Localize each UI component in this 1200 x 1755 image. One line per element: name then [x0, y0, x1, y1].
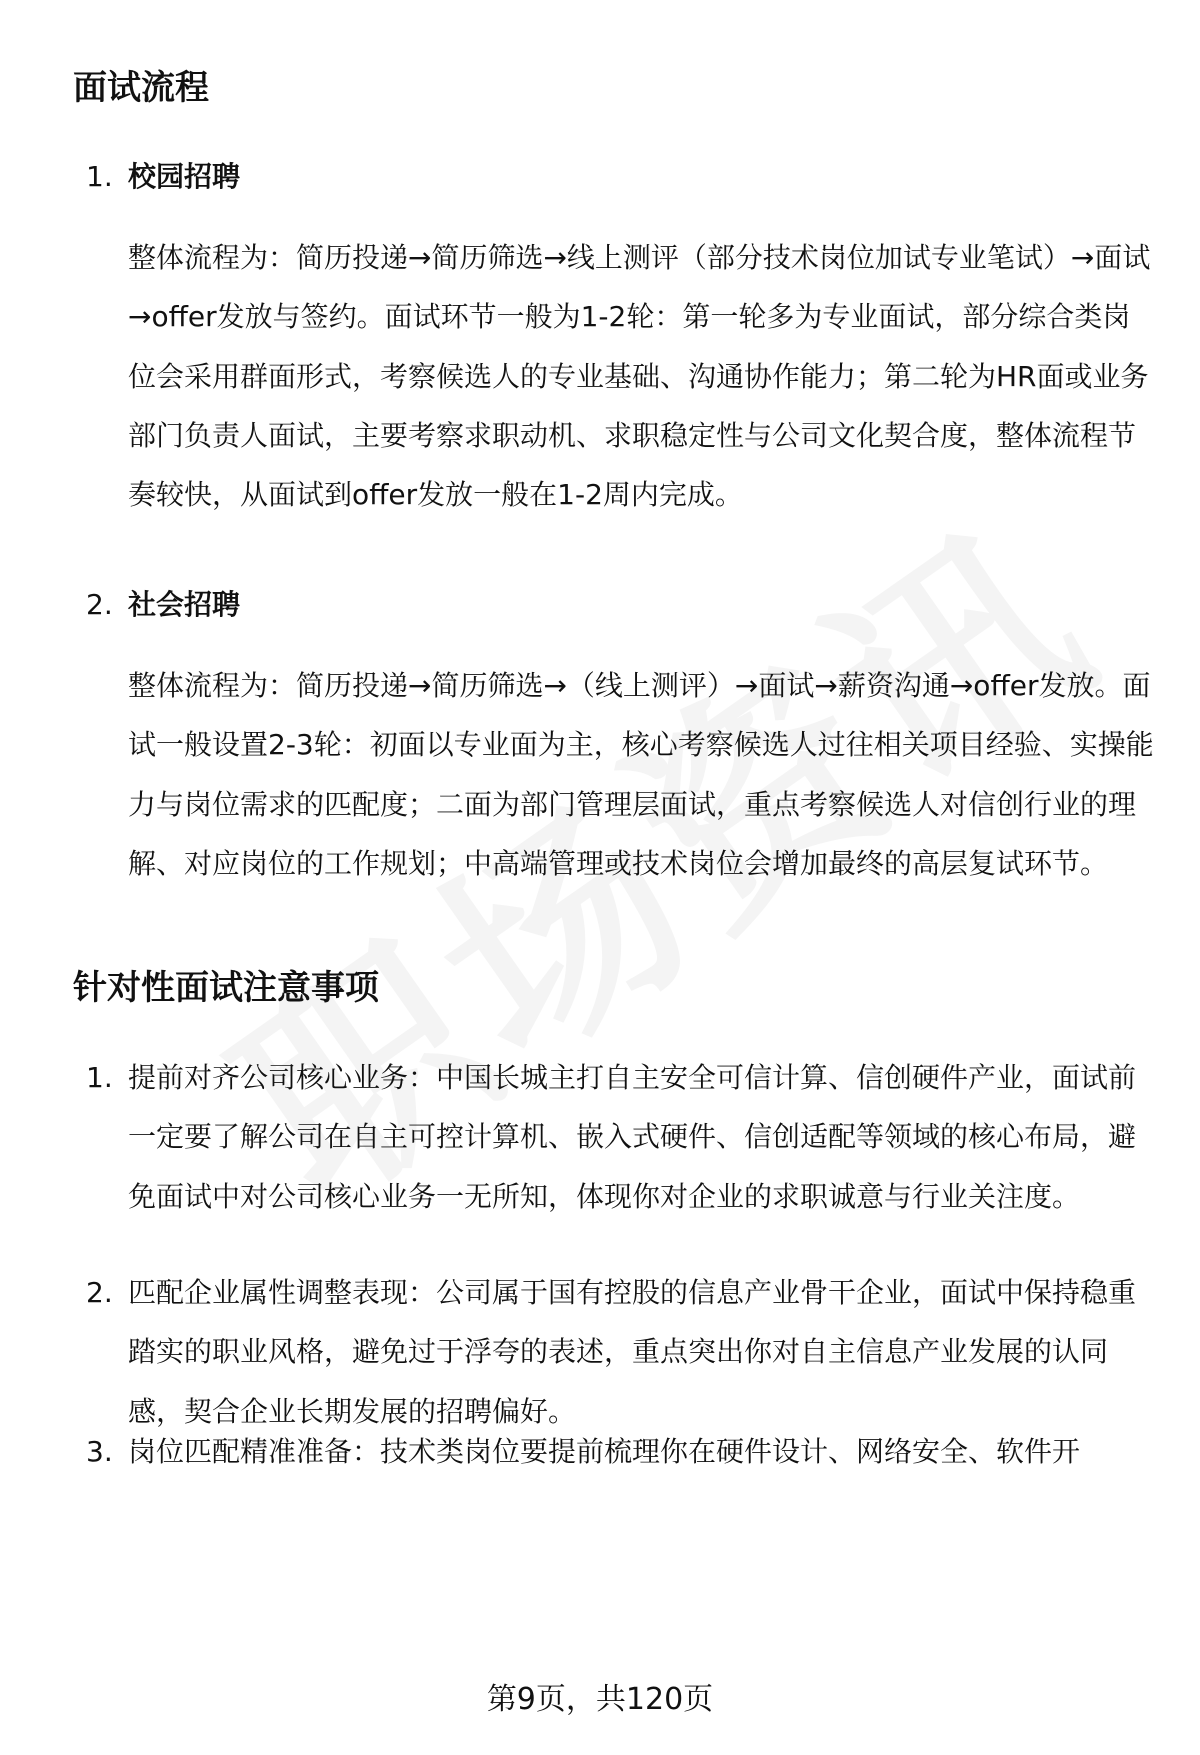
subheading-social-recruitment: 社会招聘	[128, 588, 241, 621]
list-number: 1.	[86, 160, 113, 193]
paragraph-social-recruitment: 整体流程为：简历投递→简历筛选→（线上测评）→面试→薪资沟通→offer发放。面试一般设置2-3轮：初面以专业面为主，核心考察候选人过往相关项目经验、实操能力与岗位需求的匹配度；二面为部门管理层面试，重点考察候选人对信创行业的理解、对应岗位的工作规划；中高端管理或技术岗位会增加最终的高层复试环节。	[128, 669, 1154, 880]
section-heading-interview-tips: 针对性面试注意事项	[73, 968, 379, 1008]
list-item-tip-3: 岗位匹配精准准备：技术类岗位要提前梳理你在硬件设计、网络安全、软件开	[128, 1435, 1081, 1468]
list-number: 2.	[86, 588, 113, 621]
list-item-tip-1: 提前对齐公司核心业务：中国长城主打自主安全可信计算、信创硬件产业，面试前一定要了解公司在自主可控计算机、嵌入式硬件、信创适配等领域的核心布局，避免面试中对公司核心业务一无所知，体现你对企业的求职诚意与行业关注度。	[128, 1061, 1137, 1213]
list-number: 2.	[86, 1276, 113, 1309]
list-number: 3.	[86, 1435, 113, 1468]
subheading-campus-recruitment: 校园招聘	[128, 160, 241, 193]
list-item-tip-2: 匹配企业属性调整表现：公司属于国有控股的信息产业骨干企业，面试中保持稳重踏实的职业风格，避免过于浮夸的表述，重点突出你对自主信息产业发展的认同感，契合企业长期发展的招聘偏好。	[128, 1276, 1137, 1428]
page-number-footer: 第9页，共120页	[486, 1682, 714, 1717]
paragraph-campus-recruitment: 整体流程为：简历投递→简历筛选→线上测评（部分技术岗位加试专业笔试）→面试→offer发放与签约。面试环节一般为1-2轮：第一轮多为专业面试，部分综合类岗位会采用群面形式，考察候选人的专业基础、沟通协作能力；第二轮为HR面或业务部门负责人面试，主要考察求职动机、求职稳定性与公司文化契合度，整体流程节奏较快，从面试到offer发放一般在1-2周内完成。	[128, 241, 1151, 512]
list-number: 1.	[86, 1061, 113, 1094]
section-heading-interview-process: 面试流程	[73, 68, 209, 108]
